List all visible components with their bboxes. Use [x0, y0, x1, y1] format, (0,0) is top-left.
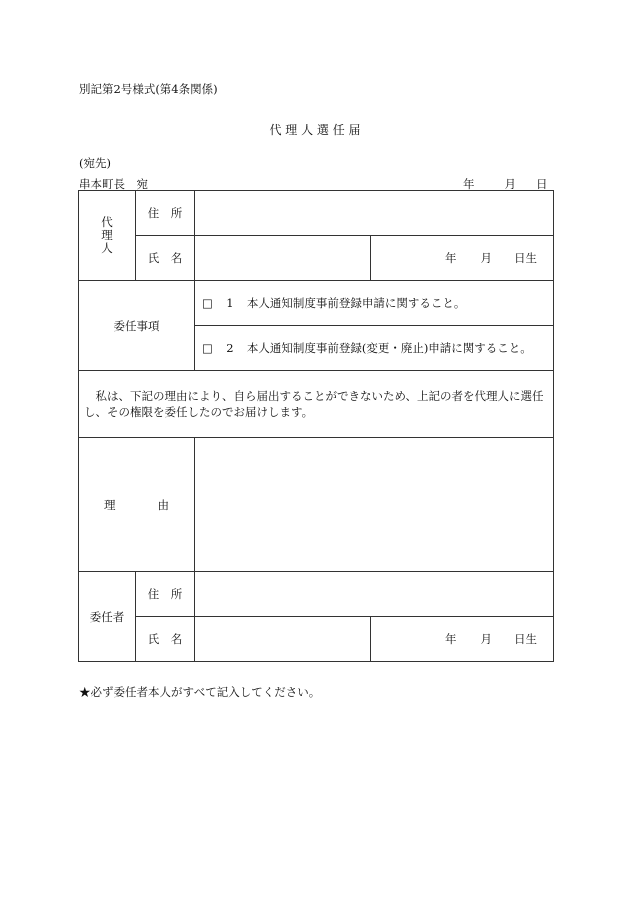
option-2-text: 本人通知制度事前登録(変更・廃止)申請に関すること。: [246, 341, 532, 355]
delegation-option-1[interactable]: [195, 281, 554, 326]
agent-name-label: 氏 名: [136, 236, 195, 281]
date-year: 年: [463, 177, 475, 191]
principal-birth-year: 年: [445, 632, 457, 646]
agent-group-label: 代理人: [79, 191, 136, 281]
date-month: 月: [504, 177, 516, 191]
delegation-label: 委任事項: [79, 281, 195, 371]
reason-field[interactable]: [195, 438, 554, 572]
recipient-label: (宛先): [79, 156, 111, 170]
agent-birth-year: 年: [445, 251, 457, 265]
principal-name-field[interactable]: [195, 617, 371, 662]
option-2-number: 2: [226, 341, 234, 355]
instruction-notice: ★必ず委任者本人がすべて記入してください。: [79, 685, 321, 699]
principal-birth-day: 日生: [514, 632, 537, 646]
principal-address-label: 住 所: [136, 572, 195, 617]
principal-name-label: 氏 名: [136, 617, 195, 662]
form-reference: 別記第2号様式(第4条関係): [79, 82, 218, 96]
checkbox-1[interactable]: □: [202, 296, 213, 310]
principal-birthdate-field[interactable]: [371, 617, 554, 662]
agent-birth-month: 月: [480, 251, 492, 265]
option-1-text: 本人通知制度事前登録申請に関すること。: [246, 296, 466, 310]
delegation-option-2[interactable]: [195, 326, 554, 371]
principal-group-label: 委任者: [79, 572, 136, 662]
agent-name-field[interactable]: [195, 236, 371, 281]
delegation-statement: 私は、下記の理由により、自ら届出することができないため、上記の者を代理人に選任し、その権限を委任したのでお届けします。: [79, 371, 554, 438]
principal-address-field[interactable]: [195, 572, 554, 617]
addressee: 串本町長 宛: [79, 177, 148, 191]
agent-birth-day: 日生: [514, 251, 537, 265]
date-day: 日: [536, 177, 548, 191]
agent-address-field[interactable]: [195, 191, 554, 236]
checkbox-2[interactable]: □: [202, 341, 213, 355]
principal-birth-month: 月: [480, 632, 492, 646]
document-title: 代 理 人 選 任 届: [269, 123, 361, 137]
application-form-table: [78, 190, 554, 662]
reason-label: 理 由: [79, 438, 195, 572]
option-1-number: 1: [226, 296, 234, 310]
agent-address-label: 住 所: [136, 191, 195, 236]
agent-birthdate-field[interactable]: [371, 236, 554, 281]
